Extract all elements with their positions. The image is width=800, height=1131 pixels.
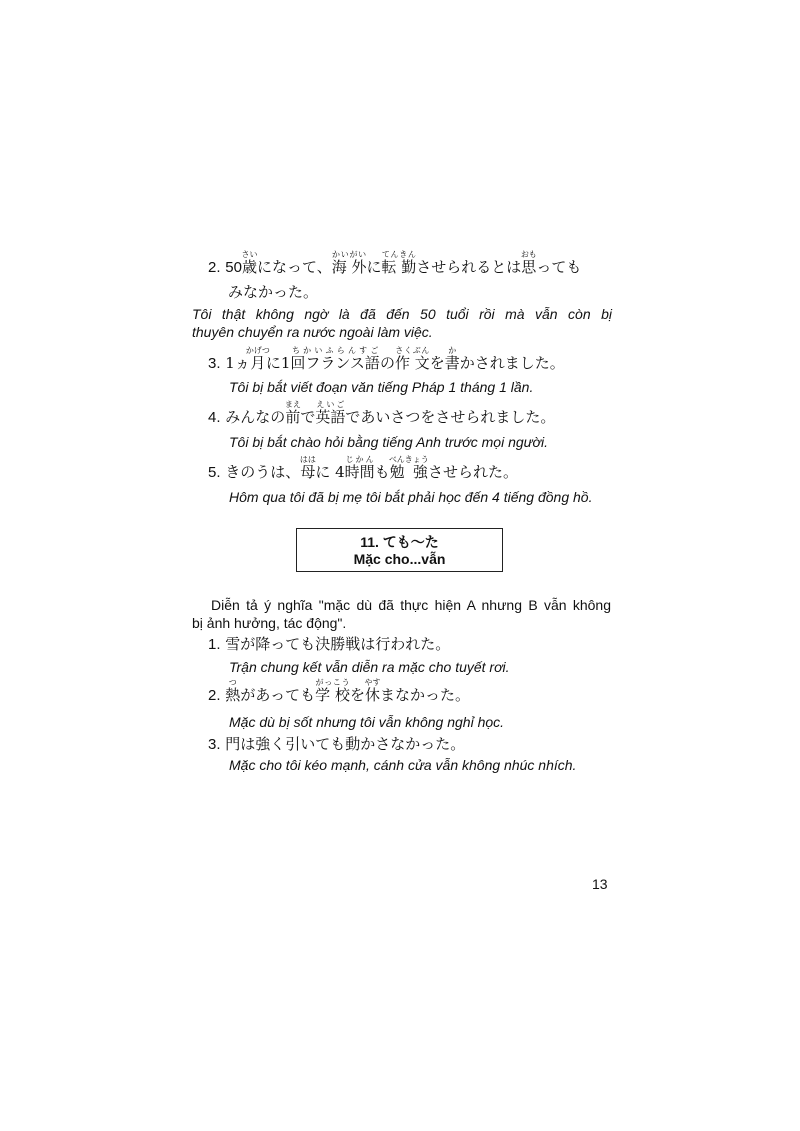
ruby-word: 歳さい — [241, 250, 258, 276]
ruby-word: 月かげつ — [245, 346, 270, 372]
ruby-word: 勉 強べんきょう — [388, 455, 429, 481]
ruby-word: 母はは — [299, 455, 316, 481]
ruby-word: 海 外かいがい — [331, 250, 367, 276]
example-number: 1. — [208, 636, 221, 653]
section-title-box — [296, 528, 503, 572]
example-3-jp: 3. 1ヵ月かげつに1回フランス語ちかいふらんすごの作 文さくぶんを書かかされました。 — [208, 346, 565, 372]
ruby-word: 思おも — [520, 250, 537, 276]
example-5-vi: Hôm qua tôi đã bị mẹ tôi bắt phải học đến 4 tiếng đồng hồ. — [229, 489, 593, 505]
ruby-word: 作 文さくぶん — [394, 346, 430, 372]
intro-line2: bị ảnh hưởng, tác động". — [192, 615, 347, 631]
example-2-vi-line1: Tôi thật không ngờ là đã đến 50 tuổi rồi mà vẫn còn bị — [192, 306, 612, 322]
section-subtitle: Mặc cho...vẫn — [353, 551, 446, 567]
example-number: 3. — [208, 736, 221, 753]
ruby-word: 学 校がっこう — [315, 678, 350, 704]
example-b3-vi: Mặc cho tôi kéo mạnh, cánh cửa vẫn không nhúc nhích. — [229, 757, 577, 773]
ruby-word: 書か — [444, 346, 460, 372]
example-number: 2. — [208, 259, 221, 276]
example-4-vi: Tôi bị bắt chào hỏi bằng tiếng Anh trước mọi người. — [229, 434, 548, 450]
ruby-word: 転 勤てんきん — [381, 250, 417, 276]
example-2-jp-line2: みなかった。 — [228, 283, 319, 301]
example-2-vi-line2: thuyên chuyển ra nước ngoài làm việc. — [192, 324, 433, 340]
ruby-word: 熱つ — [225, 678, 241, 704]
example-number: 5. — [208, 464, 221, 481]
ruby-word: 休やす — [364, 678, 381, 704]
example-b1-jp: 1. 雪が降っても決勝戦は行われた。 — [208, 635, 451, 653]
example-b2-vi: Mặc dù bị sốt nhưng tôi vẫn không nghỉ học. — [229, 714, 505, 730]
example-5-jp: 5. きのうは、母ははに 4時間じかんも勉 強べんきょうさせられた。 — [208, 455, 518, 481]
ruby-word: 回フランス語ちかいふらんすご — [290, 346, 380, 372]
example-b3-jp: 3. 門は強く引いても動かさなかった。 — [208, 735, 466, 753]
page-number: 13 — [592, 876, 608, 892]
intro-line1: Diễn tả ý nghĩa "mặc dù đã thực hiện A nhưng B vẫn không — [211, 597, 611, 613]
example-2-jp-line1: 2. 50歳さいになって、海 外かいがいに転 勤てんきんさせられるとは思おもっても — [208, 250, 582, 276]
ruby-word: 時間じかん — [344, 455, 375, 481]
example-4-jp: 4. みんなの前まえで英語えいごであいさつをさせられました。 — [208, 400, 556, 426]
ruby-word: 前まえ — [284, 400, 301, 426]
example-3-vi: Tôi bị bắt viết đoạn văn tiếng Pháp 1 tháng 1 lần. — [229, 379, 534, 395]
example-b2-jp: 2. 熱つがあっても学 校がっこうを休やすまなかった。 — [208, 678, 470, 704]
example-b1-vi: Trận chung kết vẫn diễn ra mặc cho tuyết rơi. — [229, 659, 510, 675]
example-number: 4. — [208, 409, 221, 426]
example-number: 2. — [208, 687, 221, 704]
section-title: 11. ても～た — [360, 534, 439, 550]
ruby-word: 英語えいご — [315, 400, 346, 426]
example-number: 3. — [208, 355, 221, 372]
